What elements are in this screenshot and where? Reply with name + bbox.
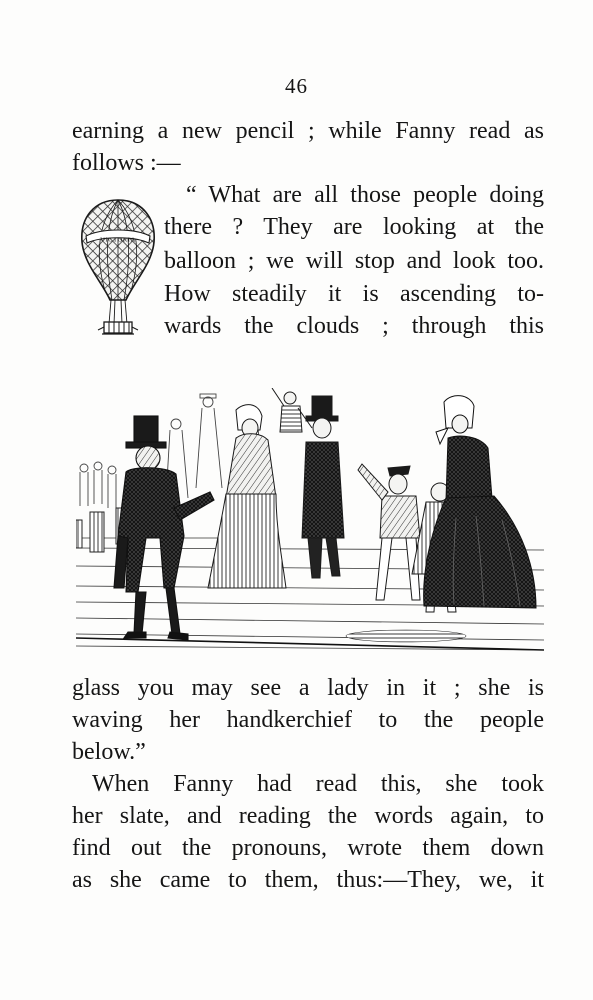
text-line-13: find out the pronouns, wrote them down (72, 835, 544, 861)
text-line-3: “ What are all those people doing (186, 182, 544, 208)
text-line-8: glass you may see a lady in it ; she is (72, 675, 544, 701)
text-line-4: there ? They are looking at the (164, 214, 544, 240)
crowd-illustration (76, 388, 544, 656)
text-line-10: below.” (72, 739, 146, 765)
balloon-illustration (78, 196, 158, 344)
balloon-label: VICTORIA (100, 236, 136, 244)
text-line-14: as she came to them, thus:—They, we, it (72, 867, 544, 893)
text-line-9: waving her handkerchief to the people (72, 707, 544, 733)
text-line-7: wards the clouds ; through this (164, 313, 544, 339)
text-line-5: balloon ; we will stop and look too. (164, 248, 544, 274)
text-line-1: earning a new pencil ; while Fanny read as (72, 118, 544, 144)
page-number: 46 (285, 74, 308, 98)
text-line-12: her slate, and reading the words again, to (72, 803, 544, 829)
text-line-6: How steadily it is ascending to- (164, 281, 544, 307)
text-line-11: When Fanny had read this, she took (92, 771, 544, 797)
text-line-2: follows :— (72, 150, 181, 176)
